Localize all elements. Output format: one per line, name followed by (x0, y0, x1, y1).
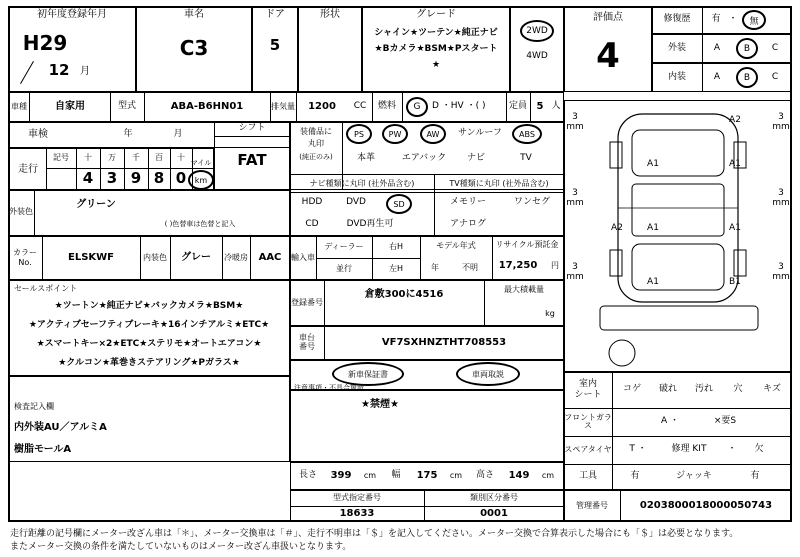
new-warranty-label: 新車保証書 (348, 369, 388, 379)
ps-marker (346, 124, 372, 144)
sep-6 (402, 92, 403, 122)
reg-date-label: 初年度登録年月 (37, 8, 107, 20)
length-unit: cm (363, 470, 377, 480)
reg-month-unit: 月 (80, 65, 90, 77)
grade-line-1: シャイン★ツーテン★純正ナビ (374, 28, 498, 39)
km-label: km (194, 175, 208, 185)
dvd-play-label: DVD再生可 (346, 219, 394, 230)
color-no-value: ELSKWF (67, 251, 114, 263)
jack-value: 有 (750, 471, 760, 482)
repair-dot: ・ (728, 14, 738, 25)
diagram-right-label-1: 3 (778, 188, 784, 198)
diagram-left-unit-1: mm (566, 198, 584, 208)
exterior-grade-label: 外装 (667, 42, 686, 53)
type-label: 型式 (117, 101, 136, 112)
ac-value: AAC (258, 251, 282, 263)
right-hand-label: 右H (388, 241, 403, 251)
exterior-color-label: 外装色 (9, 207, 33, 216)
shift-value: FAT (237, 151, 267, 170)
interior-item-yabure: 破れ (658, 384, 677, 395)
interior-row1-label (564, 372, 612, 408)
door-value: 5 (269, 36, 281, 55)
sunroof-label: サンルーフ (458, 128, 502, 139)
mgmt-value: 0203800018000050743 (639, 499, 773, 511)
digit-label-4: 十 (177, 152, 185, 162)
spare-tire-kit: 修理 KIT (671, 444, 707, 455)
repair-yes: 有 (711, 14, 721, 25)
inspection-year-unit: 年 (123, 129, 133, 140)
capacity-label: 定員 (508, 101, 527, 112)
score-label: 評価点 (593, 11, 623, 23)
vehicle-manual-marker (456, 362, 520, 386)
diagram-right-label-2: 3 (778, 262, 784, 272)
tv-label: TV (520, 153, 532, 164)
interior-grade-b-marker (736, 67, 758, 88)
front-glass-label: フロントガラス (564, 412, 612, 430)
mileage-digit-0: 4 (82, 169, 94, 188)
footer-line-2: またメーター交換の条件を満たしていないものはメーター改ざん車扱いとなります。 (10, 542, 352, 552)
interior-row1-label-2: シート (574, 390, 602, 400)
type-value: ABA-B6HN01 (170, 100, 244, 112)
cd-label: CD (305, 219, 319, 230)
usage-value: 自家用 (55, 100, 85, 112)
interior-item-ana: 穴 (733, 384, 743, 395)
capacity-value: 5 (536, 100, 544, 112)
fuel-g-marker (406, 97, 428, 117)
import-label: 輸入車 (291, 253, 315, 262)
aw-label: AW (426, 129, 440, 139)
model-year-unknown: 不明 (462, 262, 478, 272)
chassis-label (290, 326, 324, 360)
ps-label: PS (354, 129, 364, 139)
pw-label: PW (388, 129, 402, 139)
inspection-record-line-1: 樹脂モールA (14, 443, 72, 455)
inspection-month-unit: 月 (173, 129, 183, 140)
digit-label-1: 万 (108, 152, 116, 162)
width-unit: cm (449, 470, 463, 480)
sales-line-0: ★ツートン★純正ナビ★バックカメラ★BSM★ (54, 301, 244, 312)
repair-no: 無 (749, 16, 759, 27)
model-name-label: 車名 (184, 8, 204, 20)
tools-label: 工具 (578, 471, 597, 482)
cc-unit: CC (353, 101, 367, 112)
model-name-value: C3 (179, 35, 209, 60)
dvd-label: DVD (346, 197, 366, 208)
repair-no-marker (742, 10, 766, 30)
capacity-unit: 人 (551, 101, 561, 112)
shape-label: 形状 (320, 8, 340, 20)
mgmt-label: 管理番号 (576, 500, 608, 510)
navi-title: ナビ種類に丸印 (社外品含む) (309, 178, 415, 188)
diagram-part-a2-bottom: A2 (611, 223, 623, 233)
digit-label-3: 百 (155, 152, 163, 162)
color-no-label: カラーNo. (13, 248, 37, 267)
diagram-left-label-1: 3 (572, 188, 578, 198)
sales-title: セールスポイント (14, 283, 78, 293)
drive-cell (510, 6, 564, 92)
grade-label: グレード (416, 8, 456, 20)
diagram-left-unit-2: mm (566, 272, 584, 282)
reg-month-value: 12 (48, 61, 70, 80)
max-load-unit: kg (545, 308, 555, 318)
front-glass-a: A ・ (660, 416, 680, 427)
spare-tire-none: 欠 (754, 444, 764, 455)
car-rear-view (596, 302, 762, 338)
interior-grade-a: A (713, 71, 721, 82)
interior-grade-label: 内装 (667, 71, 686, 82)
grade-line-2: ★Bカメラ★BSM★Pスタート (374, 44, 498, 55)
class-label: 類別区分番号 (470, 492, 518, 502)
hdd-label: HDD (301, 197, 323, 208)
mileage-mark-label: 記号 (53, 152, 69, 162)
inspection-record-line-0: 内外装AU／アルミA (14, 421, 107, 433)
grade-line-3: ★ (431, 60, 441, 71)
oneseg-label: ワンセグ (513, 197, 550, 208)
exterior-grade-c: C (771, 42, 779, 53)
sales-line-1: ★アクティブセーフティブレーキ★16インチアルミ★ETC★ (28, 320, 270, 331)
max-load-label: 最大積載量 (504, 284, 544, 294)
spare-tire-dot: ・ (727, 444, 737, 455)
usage-label: 車種 (11, 101, 27, 111)
inspection-label: 車検 (28, 128, 48, 140)
exterior-grade-b: B (743, 43, 751, 54)
width-label: 幅 (391, 470, 401, 481)
chassis-label-2: 番号 (299, 342, 315, 351)
spare-tire-t: T ・ (629, 444, 647, 455)
interior-item-yogore: 汚れ (694, 384, 713, 395)
caution-text: ★禁煙★ (361, 398, 399, 410)
diagram-part-a2-top: A2 (729, 115, 741, 125)
tools-value: 有 (630, 471, 640, 482)
equipment-title-2: 丸印 (308, 138, 324, 148)
fuel-g-label: G (413, 102, 421, 112)
class-value: 0001 (480, 507, 508, 519)
registration-label: 登録番号 (291, 298, 323, 308)
airbag-label: エアバック (401, 153, 447, 164)
interior-row1-label-1: 室内 (578, 379, 597, 390)
displacement-label: 排気量 (271, 102, 295, 111)
parallel-label: 並行 (336, 263, 352, 273)
recycle-label: リサイクル預託金 (495, 239, 559, 249)
diagram-left-label-2: 3 (572, 262, 578, 272)
height-label: 高さ (475, 470, 494, 481)
mileage-digit-3: 8 (153, 169, 165, 188)
shift-label: シフト (238, 123, 266, 134)
model-year-unit: 年 (431, 262, 439, 272)
drive-2wd-marker (520, 20, 554, 42)
sd-marker (386, 194, 412, 214)
diagram-right-label-0: 3 (778, 112, 784, 122)
navi-label: ナビ (466, 153, 485, 164)
repair-label: 修復歴 (663, 14, 691, 25)
model-year-label: モデル年式 (436, 240, 476, 250)
spare-tire-label: スペアタイヤ (564, 444, 612, 454)
leather-label: 本革 (356, 153, 375, 164)
mileage-digit-2: 9 (130, 169, 142, 188)
diagram-right-unit-2: mm (772, 272, 790, 282)
length-value: 399 (330, 469, 352, 481)
caution-label: 注意事項・不具合箇所 (294, 384, 364, 393)
recycle-unit: 円 (551, 260, 559, 270)
diagram-part-a1-bl: A1 (647, 223, 659, 233)
sep-rp (702, 6, 703, 34)
left-hand-label: 左H (388, 263, 403, 273)
chassis-label-1: 車台 (299, 333, 315, 343)
drive-2wd-label: 2WD (526, 26, 548, 36)
interior-color-value: グレー (181, 251, 211, 263)
vehicle-manual-label: 車両取説 (472, 369, 504, 379)
mileage-label: 走行 (18, 163, 38, 175)
chassis-value: VF7SXHNZTHT708553 (381, 336, 507, 348)
exterior-color-note: ( )色替車は色替と記入 (164, 220, 236, 229)
jack-label: ジャッキ (676, 471, 712, 482)
dealer-label: ディーラー (324, 241, 364, 251)
abs-label: ABS (519, 129, 535, 139)
diagram-part-a1-tr: A1 (729, 159, 741, 169)
height-unit: cm (541, 470, 555, 480)
width-value: 175 (416, 469, 438, 481)
diagram-part-a1-tl: A1 (647, 159, 659, 169)
tv-title: TV種類に丸印 (社外品含む) (449, 178, 549, 188)
memory-label: メモリー (449, 197, 486, 208)
door-label: ドア (265, 8, 285, 20)
mileage-digit-1: 3 (106, 169, 118, 188)
fuel-label: 燃料 (377, 101, 396, 112)
registration-value: 倉敷300に4516 (364, 288, 444, 300)
drive-4wd-label: 4WD (526, 51, 548, 62)
reg-year-value: H29 (22, 30, 68, 55)
interior-item-kizu: キズ (763, 384, 781, 395)
diagram-part-a1-br: A1 (729, 223, 741, 233)
equipment-title-1: 装備品に (300, 126, 332, 136)
front-glass-x: ×要S (713, 416, 737, 427)
mileage-digit-4: 0 (175, 169, 187, 188)
exterior-color-value: グリーン (76, 198, 116, 210)
aw-marker (420, 124, 446, 144)
displacement-value: 1200 (308, 100, 336, 112)
navi-title-divider (290, 192, 564, 193)
score-value: 4 (596, 36, 620, 77)
sd-label: SD (393, 199, 405, 209)
type-cert-value: 18633 (339, 507, 375, 519)
inspection-record-label: 検査記入欄 (14, 401, 54, 411)
recycle-value: 17,250 (498, 259, 538, 271)
length-label: 長さ (298, 470, 317, 481)
diagram-right-unit-1: mm (772, 198, 790, 208)
diagram-left-label-0: 3 (572, 112, 578, 122)
sales-line-2: ★スマートキー×2★ETC★ステリモ★オートエアコン★ (36, 339, 262, 350)
analog-label: アナログ (449, 219, 486, 230)
footer-line-1: 走行距離の記号欄にメーター改ざん車は「＊」、メーター交換車は「＃」、走行不明車は「＄」を記入してください。メーター交換で合算表示した場合にも「＄」は必要となります。 (10, 529, 739, 539)
fuel-other-label: D ・HV ・( ) (432, 101, 486, 112)
interior-item-koge: コゲ (622, 384, 641, 395)
digit-label-2: 千 (132, 152, 140, 162)
pw-marker (382, 124, 408, 144)
interior-grade-c: C (771, 71, 779, 82)
diagram-right-unit-0: mm (772, 122, 790, 132)
interior-color-label: 内装色 (143, 253, 167, 262)
abs-marker (512, 124, 542, 144)
interior-grade-b: B (743, 72, 751, 83)
sales-line-3: ★クルコン★革巻きステアリング★Pガラス★ (58, 358, 240, 369)
exterior-grade-b-marker (736, 38, 758, 59)
mile-unit-label: マイル (190, 159, 212, 168)
diagram-left-unit-0: mm (566, 122, 584, 132)
type-cert-label: 型式指定番号 (333, 492, 381, 502)
ic-v1 (612, 372, 613, 490)
sep-ext (34, 190, 35, 236)
digit-label-0: 十 (84, 152, 92, 162)
exterior-grade-a: A (713, 42, 721, 53)
diagram-part-a1-extra: A1 (647, 277, 659, 287)
car-wheel-view (596, 338, 656, 368)
ac-label: 冷暖房 (224, 253, 248, 262)
equipment-note: (純正のみ) (299, 153, 333, 162)
height-value: 149 (508, 469, 530, 481)
diagram-part-b1: B1 (729, 277, 741, 287)
